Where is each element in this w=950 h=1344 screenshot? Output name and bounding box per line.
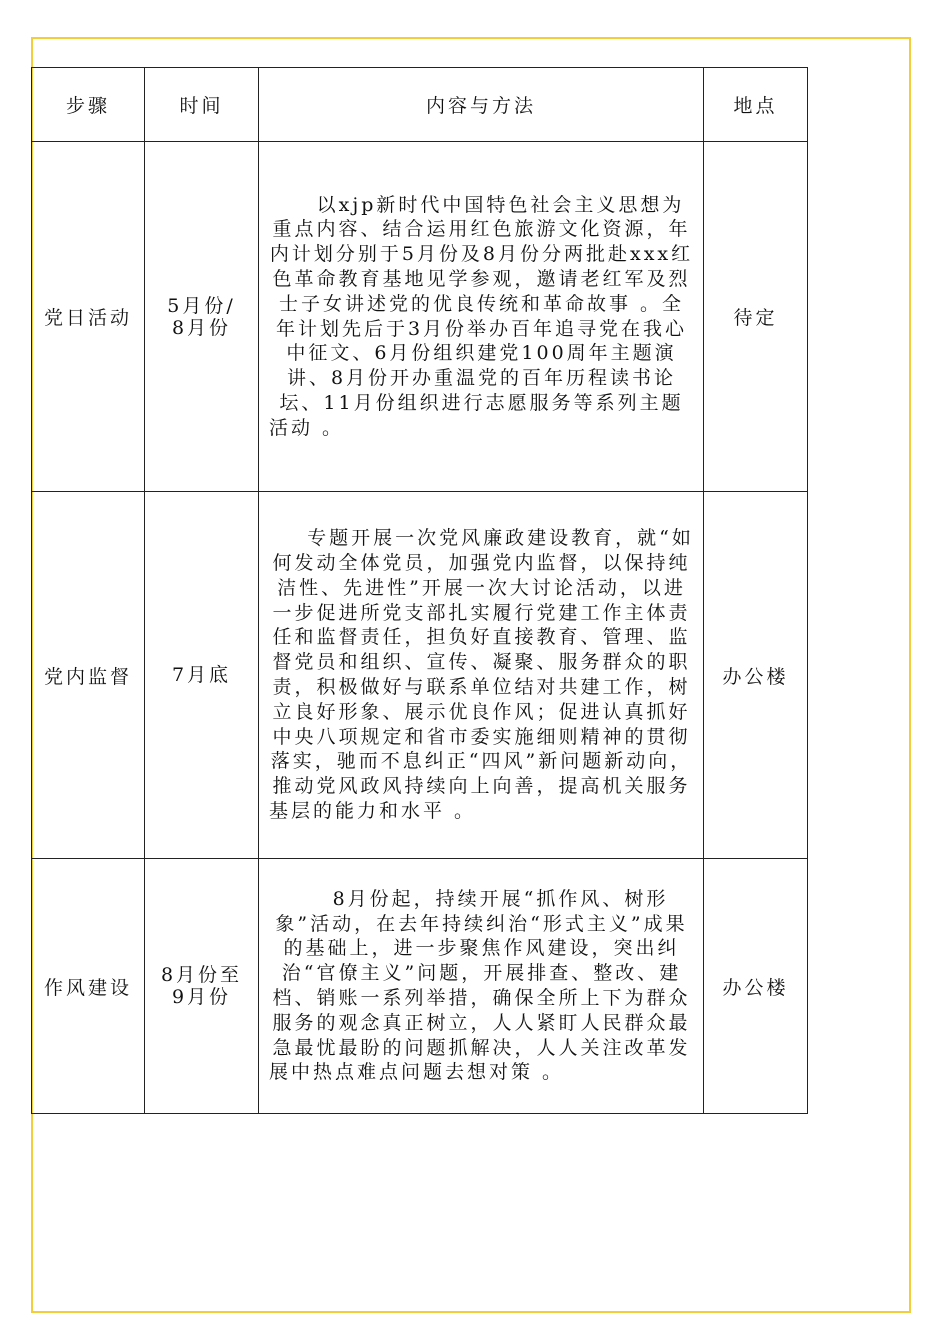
table-row — [32, 492, 808, 859]
content-text: 专题开展一次党风廉政建设教育，就“如何发动全体党员，加强党内监督，以保持纯洁性、先进性”开展一次大讨论活动，以进一步促进所党支部扎实履行党建工作主体责任和监督责任，担负好直接教育、管理、监督党员和组织、宣传、凝聚、服务群众的职责，积极做好与联系单位结对共建工作，树立良好形象、展示优良作风；促进认真抓好中央八项规定和省市委实施细则精神的贯彻落实，驰而不息纠正“四风”新问题新动向，推动党风政风持续向上向善，提高机关服务基层的能力和水平 。 — [269, 527, 694, 822]
table-row — [32, 142, 808, 492]
content-cell — [259, 492, 704, 859]
content-cell — [259, 859, 704, 1114]
time-line: 7月底 — [171, 664, 232, 686]
header-step: 步骤 — [32, 68, 145, 142]
time-cell — [145, 142, 259, 492]
time-line: 8月份至 — [160, 964, 243, 986]
header-place: 地点 — [704, 68, 808, 142]
time-line: 8月份 — [171, 316, 232, 339]
content-text: 以xjp新时代中国特色社会主义思想为重点内容、结合运用红色旅游文化资源，年内计划分别于5月份及8月份分两批赴xxx红色革命教育基地见学参观，邀请老红军及烈士子女讲述党的优良传统和革命故事 。全年计划先后于3月份举办百年追寻党在我心中征文、6月份组织建党100周年主题演讲、8月份开办重温党的百年历程读书论坛、11月份组织进行志愿服务等系列主题活动 。 — [269, 193, 694, 439]
content-cell — [259, 142, 704, 492]
header-content: 内容与方法 — [259, 68, 704, 142]
table-row — [32, 859, 808, 1114]
time-cell — [145, 492, 259, 859]
time-line: 9月份 — [171, 986, 232, 1008]
place-cell: 办公楼 — [704, 859, 808, 1114]
time-line: 5月份/ — [167, 294, 236, 317]
table-header-row — [32, 68, 808, 142]
header-time: 时间 — [145, 68, 259, 142]
step-cell: 作风建设 — [32, 859, 145, 1114]
plan-table — [31, 67, 808, 1114]
content-text: 8月份起，持续开展“抓作风、树形象”活动，在去年持续纠治“形式主义”成果的基础上，进一步聚焦作风建设，突出纠治“官僚主义”问题，开展排查、整改、建档、销账一系列举措，确保全所上下为群众服务的观念真正树立，人人紧盯人民群众最急最忧最盼的问题抓解决，人人关注改革发展中热点难点问题去想对策 。 — [269, 887, 691, 1084]
place-cell: 待定 — [704, 142, 808, 492]
step-cell: 党内监督 — [32, 492, 145, 859]
step-cell: 党日活动 — [32, 142, 145, 492]
place-cell: 办公楼 — [704, 492, 808, 859]
time-cell — [145, 859, 259, 1114]
